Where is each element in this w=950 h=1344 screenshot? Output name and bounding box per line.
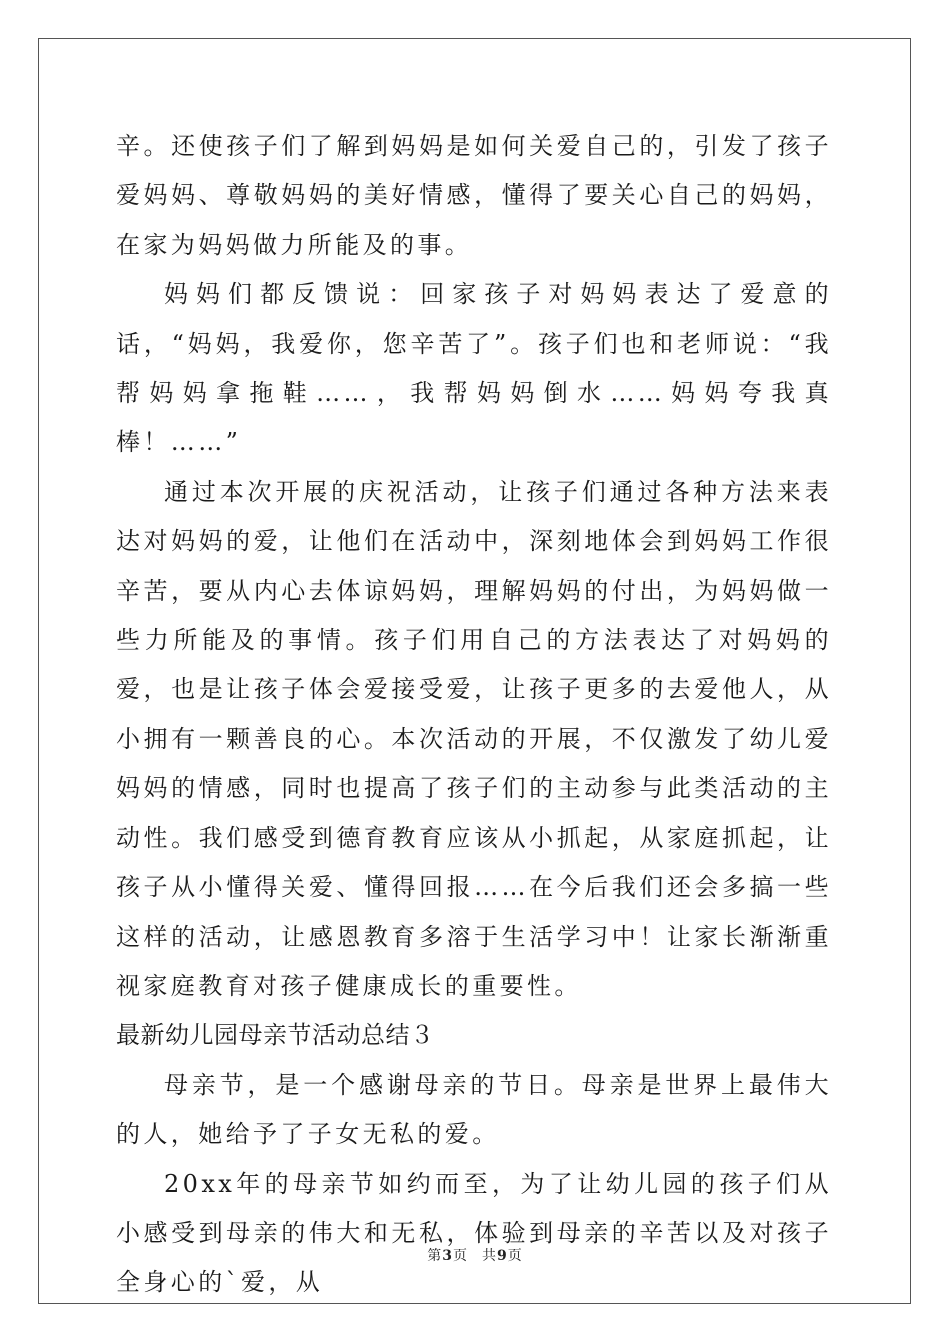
total-suffix: 页	[507, 1248, 523, 1264]
total-prefix: 共	[482, 1248, 497, 1264]
section-heading: 最新幼儿园母亲节活动总结３	[116, 1021, 435, 1050]
page-total: 9	[497, 1248, 508, 1264]
page-footer	[0, 1245, 950, 1265]
page-prefix: 第	[427, 1248, 443, 1264]
paragraph-activity-summary: 通过本次开展的庆祝活动，让孩子们通过各种方法来表达对妈妈的爱，让他们在活动中，深刻地体会到妈妈工作很辛苦，要从内心去体谅妈妈，理解妈妈的付出，为妈妈做一些力所能及的事情。孩子们用自己的方法表达了对妈妈的爱，也是让孩子体会爱接受爱，让孩子更多的去爱他人，从小拥有一颗善良的心。本次活动的开展，不仅激发了幼儿爱妈妈的情感，同时也提高了孩子们的主动参与此类活动的主动性。我们感受到德育教育应该从小抓起，从家庭抓起，让孩子从小懂得关爱、懂得回报……在今后我们还会多搞一些这样的活动，让感恩教育多溶于生活学习中！让家长渐渐重视家庭教育对孩子健康成长的重要性。	[116, 477, 832, 1000]
page-suffix: 页	[453, 1248, 468, 1264]
paragraph-continuation: 辛。还使孩子们了解到妈妈是如何关爱自己的，引发了孩子爱妈妈、尊敬妈妈的美好情感，懂得了要关心自己的妈妈，在家为妈妈做力所能及的事。	[116, 132, 832, 259]
paragraph-mothers-feedback: 妈妈们都反馈说：回家孩子对妈妈表达了爱意的话，“妈妈，我爱你，您辛苦了”。孩子们也和老师说：“我帮妈妈拿拖鞋……，我帮妈妈倒水……妈妈夸我真棒！……”	[116, 280, 832, 457]
paragraph-activity-start: 20xx年的母亲节如约而至，为了让幼儿园的孩子们从小感受到母亲的伟大和无私，体验到母亲的辛苦以及对孩子全身心的`爱，从	[116, 1169, 832, 1297]
page-current: 3	[442, 1248, 453, 1264]
document-body	[116, 122, 832, 1308]
paragraph-mothers-day-intro: 母亲节，是一个感谢母亲的节日。母亲是世界上最伟大的人，她给予了子女无私的爱。	[116, 1070, 832, 1149]
